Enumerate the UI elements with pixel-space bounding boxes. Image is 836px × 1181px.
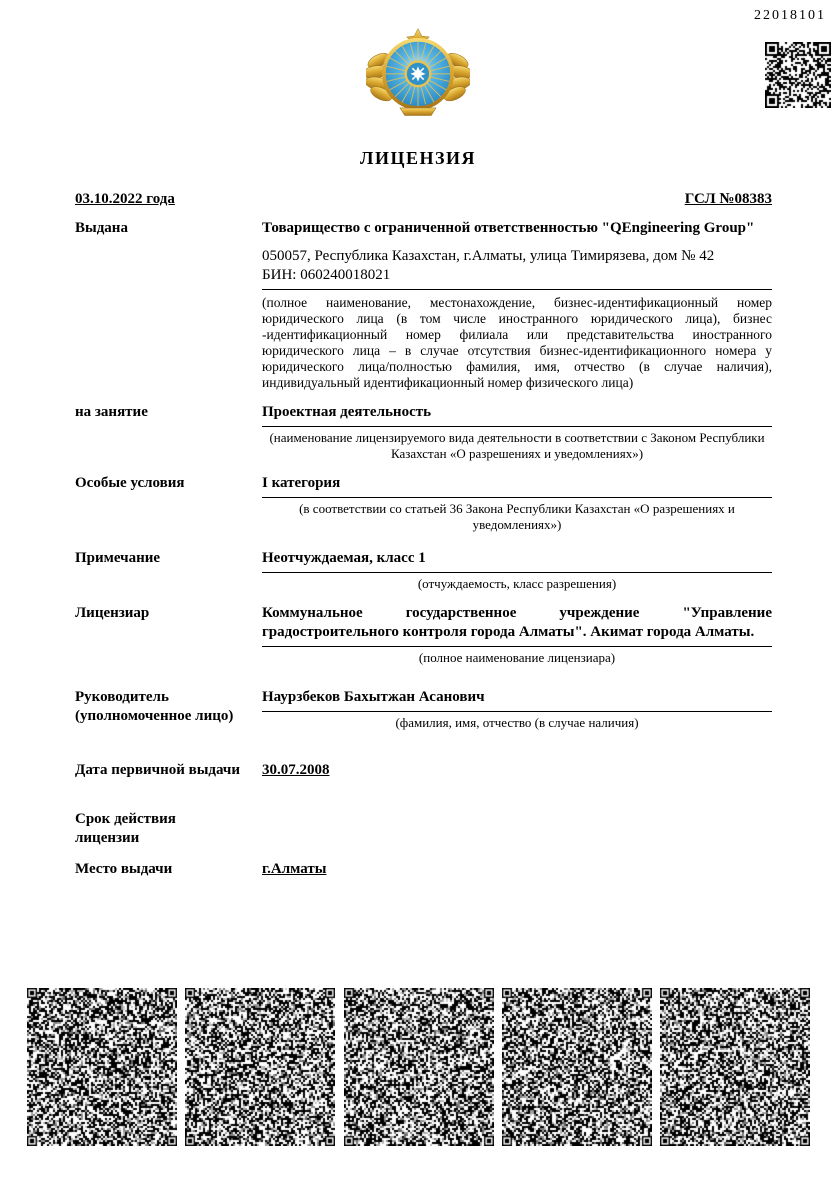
licensor-section <box>75 604 772 666</box>
head-section <box>75 688 772 731</box>
kazakhstan-emblem-icon <box>0 0 836 118</box>
licensee-bin: БИН: 060240018021 <box>262 266 772 290</box>
security-noise-block <box>344 988 494 1146</box>
document-title: ЛИЦЕНЗИЯ <box>360 148 476 168</box>
licensee-name: Товарищество с ограниченной ответственностью "QEngineering Group" <box>262 220 755 236</box>
security-noise-block <box>502 988 652 1146</box>
validity-label-line1: Срок действия <box>75 811 176 827</box>
issue-place-value: г.Алматы <box>262 861 327 877</box>
remark-section <box>75 549 772 592</box>
licensee-address: 050057, Республика Казахстан, г.Алматы, улица Тимирязева, дом № 42 <box>262 248 715 264</box>
security-noise-block <box>660 988 810 1146</box>
security-noise-block <box>27 988 177 1146</box>
remark-value: Неотчуждаемая, класс 1 <box>262 549 772 573</box>
head-label <box>75 688 262 726</box>
activity-section <box>75 403 772 462</box>
licensor-note: (полное наименование лицензиара) <box>418 650 616 665</box>
special-conditions-value: I категория <box>262 474 772 498</box>
validity-label-line2: лицензии <box>75 830 140 846</box>
head-value: Наурзбеков Бахытжан Асанович <box>262 688 772 712</box>
remark-label: Примечание <box>75 550 161 566</box>
remark-note: (отчуждаемость, класс разрешения) <box>417 576 617 591</box>
validity-label <box>75 810 262 848</box>
issued-to-label: Выдана <box>75 220 128 236</box>
activity-note: (наименование лицензируемого вида деятельности в соответствии с Законом Республики Казахстан «О разрешениях и уведомлениях») <box>269 430 765 461</box>
issued-to-note: (полное наименование, местонахождение, бизнес-идентификационный номер юридического лица (в том числе иностранного юридического лица), бизнес -идентификационный номер филиала или представительства иностранного юридического лица – в случае отсутствия бизнес-идентификационного номера у юридического лица/полностью фамилия, имя, отчество (в случае наличия), индивидуальный идентификационный номер физического лица) <box>262 295 772 390</box>
security-pattern-strip <box>27 988 810 1146</box>
first-issue-value: 30.07.2008 <box>262 762 330 778</box>
head-label-line1: Руководитель <box>75 689 169 705</box>
issue-place-section <box>75 860 772 879</box>
special-conditions-label: Особые условия <box>75 475 185 491</box>
head-label-line2: (уполномоченное лицо) <box>75 708 234 724</box>
special-conditions-note: (в соответствии со статьей 36 Закона Республики Казахстан «О разрешениях и уведомлениях») <box>299 501 735 532</box>
license-number: ГСЛ №08383 <box>684 191 772 207</box>
licensor-label: Лицензиар <box>75 605 150 621</box>
head-note: (фамилия, имя, отчество (в случае наличия) <box>395 715 639 730</box>
licensor-value: Коммунальное государственное учреждение "Управление градостроительного контроля города Алматы". Акимат города Алматы. <box>262 604 772 647</box>
qr-code-icon <box>765 42 831 113</box>
validity-section <box>75 810 772 848</box>
activity-value: Проектная деятельность <box>262 403 772 427</box>
special-conditions-section <box>75 474 772 533</box>
issued-to-section <box>75 219 772 391</box>
first-issue-section <box>75 761 772 780</box>
issue-place-label: Место выдачи <box>75 861 173 877</box>
issue-date: 03.10.2022 года <box>75 191 175 207</box>
date-and-number-row <box>75 191 772 208</box>
first-issue-label: Дата первичной выдачи <box>75 762 241 778</box>
document-serial-number: 22018101 <box>754 8 826 23</box>
activity-label: на занятие <box>75 404 148 420</box>
security-noise-block <box>185 988 335 1146</box>
